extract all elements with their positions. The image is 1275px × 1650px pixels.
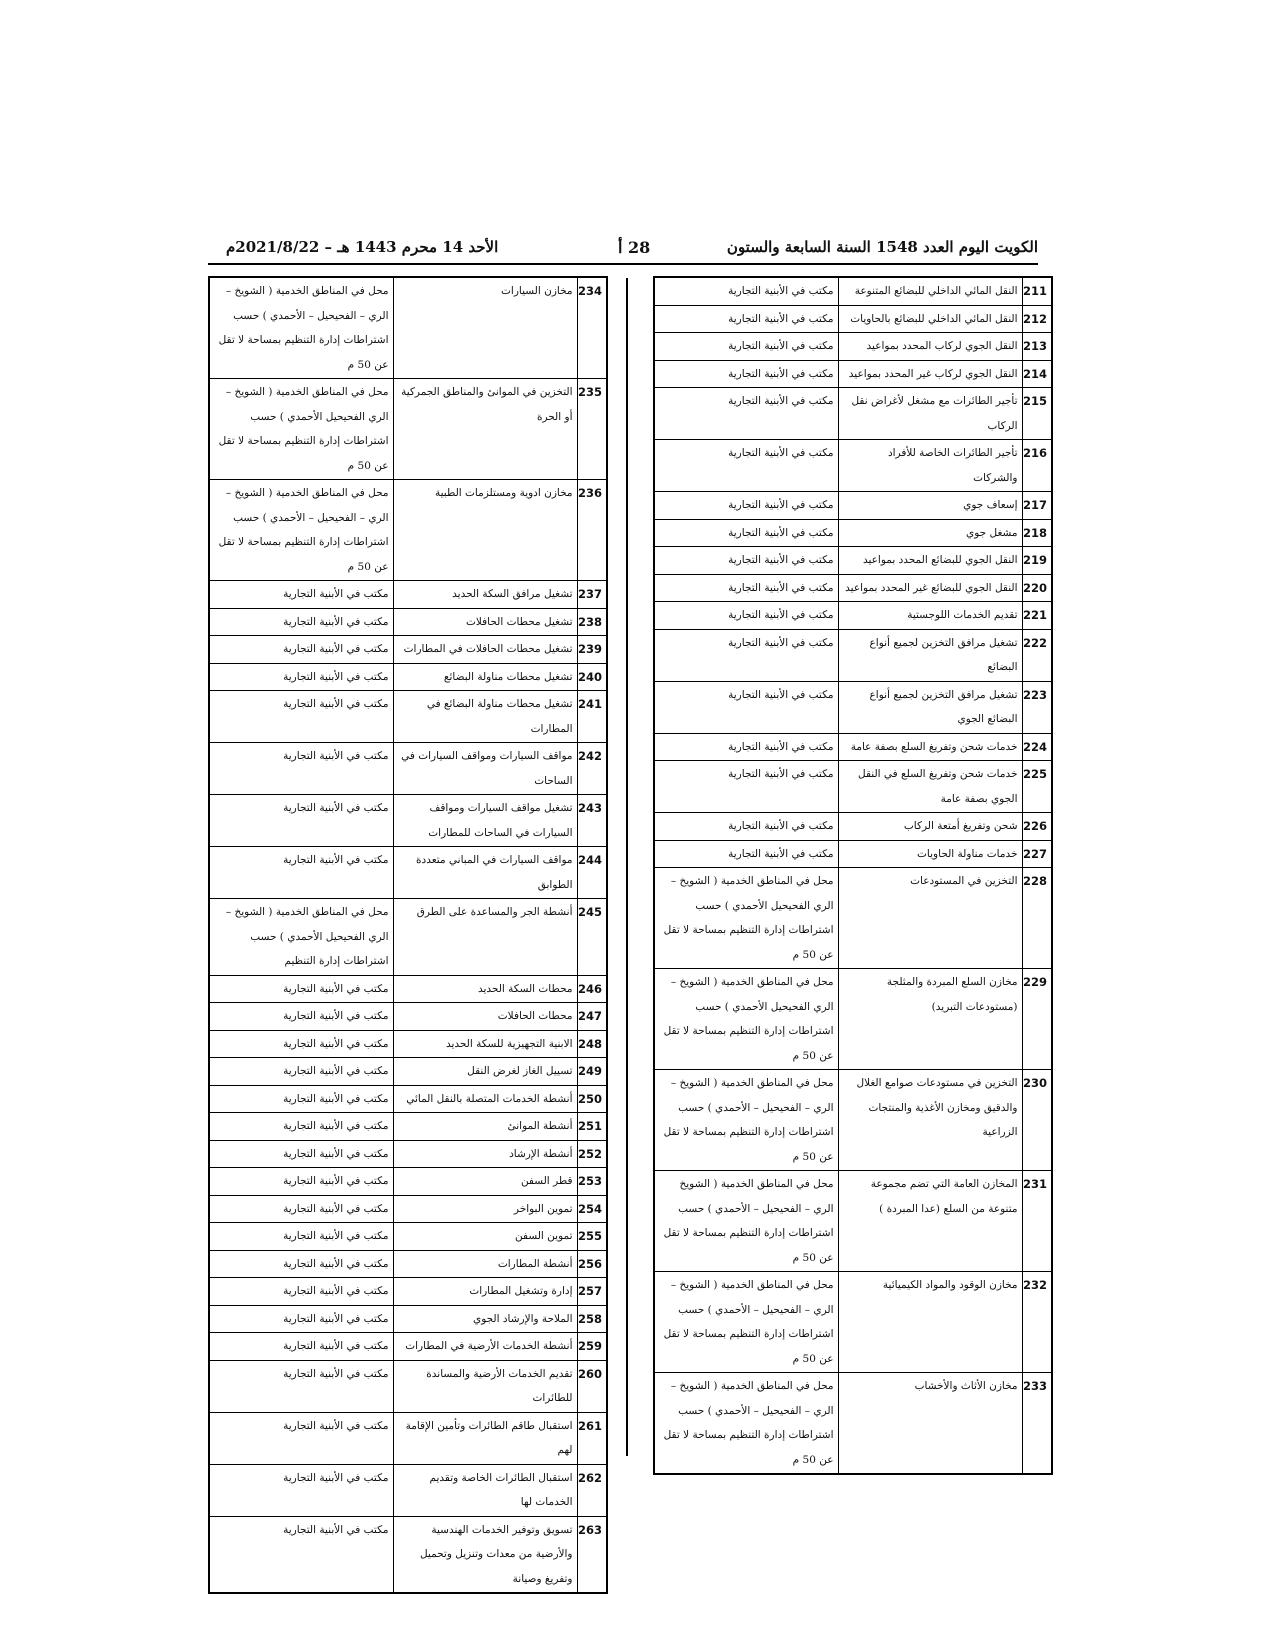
table-row: [209, 1168, 607, 1196]
table-row: [209, 636, 607, 664]
table-row: [209, 581, 607, 609]
table-row: [209, 379, 607, 480]
table-row: [654, 388, 1052, 440]
activity-location: مكتب في الأبنية التجارية: [654, 602, 838, 630]
activity-location: مكتب في الأبنية التجارية: [209, 608, 393, 636]
activity-name: أنشطة الموانئ: [393, 1113, 577, 1141]
activity-number: 255: [577, 1223, 607, 1251]
activity-number: 220: [1022, 574, 1052, 602]
activity-location: مكتب في الأبنية التجارية: [209, 636, 393, 664]
activity-name: الابنية التجهيزية للسكة الحديد: [393, 1030, 577, 1058]
activity-number: 222: [1022, 629, 1052, 681]
activity-number: 218: [1022, 519, 1052, 547]
activity-number: 262: [577, 1464, 607, 1516]
activity-location: مكتب في الأبنية التجارية: [209, 1085, 393, 1113]
table-row: [654, 547, 1052, 575]
activity-location: مكتب في الأبنية التجارية: [209, 1360, 393, 1412]
activity-name: تشغيل مرافق التخزين لجميع أنواع البضائع: [838, 629, 1022, 681]
table-row: [654, 519, 1052, 547]
activity-location: مكتب في الأبنية التجارية: [209, 691, 393, 743]
activity-name: خدمات شحن وتفريغ السلع بصفة عامة: [838, 733, 1022, 761]
activity-name: خدمات مناولة الحاويات: [838, 840, 1022, 868]
activity-name: مواقف السيارات ومواقف السيارات في الساحات: [393, 743, 577, 795]
table-row: [654, 305, 1052, 333]
activity-name: شحن وتفريغ أمتعة الركاب: [838, 813, 1022, 841]
column-divider: [626, 278, 628, 1456]
activity-location: محل في المناطق الخدمية ( الشويخ – الري الفحيحيل الأحمدي ) حسب اشتراطات إدارة التنظيم بمساحة لا تقل عن 50 م: [654, 868, 838, 969]
activity-number: 247: [577, 1003, 607, 1031]
activity-number: 251: [577, 1113, 607, 1141]
activity-location: مكتب في الأبنية التجارية: [209, 1250, 393, 1278]
activity-location: مكتب في الأبنية التجارية: [654, 333, 838, 361]
table-row: [209, 1030, 607, 1058]
activity-location: مكتب في الأبنية التجارية: [654, 519, 838, 547]
table-row: [654, 733, 1052, 761]
activity-number: 243: [577, 795, 607, 847]
activity-location: مكتب في الأبنية التجارية: [209, 743, 393, 795]
activity-location: محل في المناطق الخدمية ( الشويخ – الري الفحيحيل الأحمدي ) حسب اشتراطات إدارة التنظيم بمساحة لا تقل عن 50 م: [209, 379, 393, 480]
activity-name: الملاحة والإرشاد الجوي: [393, 1305, 577, 1333]
table-row: [209, 743, 607, 795]
activity-number: 234: [577, 277, 607, 379]
activity-location: مكتب في الأبنية التجارية: [654, 681, 838, 733]
activity-name: مشغل جوي: [838, 519, 1022, 547]
activity-number: 231: [1022, 1171, 1052, 1272]
activity-location: مكتب في الأبنية التجارية: [209, 1003, 393, 1031]
table-row: [654, 602, 1052, 630]
activity-name: تشغيل محطات مناولة البضائع: [393, 663, 577, 691]
activity-location: مكتب في الأبنية التجارية: [654, 574, 838, 602]
table-row: [209, 1250, 607, 1278]
activity-location: مكتب في الأبنية التجارية: [209, 1305, 393, 1333]
activity-location: مكتب في الأبنية التجارية: [654, 547, 838, 575]
activity-location: مكتب في الأبنية التجارية: [209, 1113, 393, 1141]
activity-name: النقل المائي الداخلي للبضائع المتنوعة: [838, 277, 1022, 305]
activity-name: مخازن ادوية ومستلزمات الطبية: [393, 480, 577, 581]
table-row: [209, 1003, 607, 1031]
activity-number: 228: [1022, 868, 1052, 969]
page-header: [208, 238, 1038, 264]
activity-name: تقديم الخدمات الأرضية والمساندة للطائرات: [393, 1360, 577, 1412]
activity-name: مخازن الأثاث والأخشاب: [838, 1373, 1022, 1475]
activity-location: محل في المناطق الخدمية ( الشويخ – الري الفحيحيل الأحمدي ) حسب اشتراطات إدارة التنظيم بمساحة لا تقل عن 50 م: [654, 969, 838, 1070]
activity-name: تشغيل مواقف السيارات ومواقف السيارات في الساحات للمطارات: [393, 795, 577, 847]
activity-number: 250: [577, 1085, 607, 1113]
table-row: [209, 1360, 607, 1412]
activity-name: أنشطة المطارات: [393, 1250, 577, 1278]
activity-number: 258: [577, 1305, 607, 1333]
activity-name: أنشطة الإرشاد: [393, 1140, 577, 1168]
activity-name: النقل الجوي لركاب غير المحدد بمواعيد: [838, 360, 1022, 388]
activity-number: 213: [1022, 333, 1052, 361]
activity-name: محطات الحافلات: [393, 1003, 577, 1031]
table-row: [654, 1171, 1052, 1272]
table-row: [209, 1085, 607, 1113]
activity-name: أنشطة الخدمات الأرضية في المطارات: [393, 1333, 577, 1361]
activity-name: النقل الجوي للبضائع غير المحدد بمواعيد: [838, 574, 1022, 602]
activity-location: مكتب في الأبنية التجارية: [654, 492, 838, 520]
table-row: [654, 868, 1052, 969]
table-row: [209, 1412, 607, 1464]
table-row: [209, 1305, 607, 1333]
table-row: [654, 1272, 1052, 1373]
activity-location: مكتب في الأبنية التجارية: [209, 795, 393, 847]
activity-number: 259: [577, 1333, 607, 1361]
activity-name: استقبال طاقم الطائرات وتأمين الإقامة لهم: [393, 1412, 577, 1464]
activity-location: مكتب في الأبنية التجارية: [209, 1223, 393, 1251]
activity-location: مكتب في الأبنية التجارية: [209, 1058, 393, 1086]
activity-location: مكتب في الأبنية التجارية: [654, 440, 838, 492]
activity-number: 241: [577, 691, 607, 743]
table-row: [654, 813, 1052, 841]
activity-location: مكتب في الأبنية التجارية: [654, 840, 838, 868]
activity-number: 254: [577, 1195, 607, 1223]
activity-name: تموين البواخر: [393, 1195, 577, 1223]
activity-name: قطر السفن: [393, 1168, 577, 1196]
activity-number: 233: [1022, 1373, 1052, 1475]
page-number: 28 أ: [618, 238, 651, 257]
table-row: [209, 1113, 607, 1141]
activity-location: مكتب في الأبنية التجارية: [209, 1140, 393, 1168]
activity-number: 212: [1022, 305, 1052, 333]
table-row: [209, 1516, 607, 1593]
table-row: [209, 899, 607, 976]
activity-name: مخازن السلع المبردة والمثلجة (مستودعات التبريد): [838, 969, 1022, 1070]
activity-location: مكتب في الأبنية التجارية: [209, 581, 393, 609]
activity-name: مخازن السيارات: [393, 277, 577, 379]
table-row: [209, 795, 607, 847]
activity-number: 245: [577, 899, 607, 976]
activity-name: التخزين في الموانئ والمناطق الجمركية أو الحرة: [393, 379, 577, 480]
activity-number: 261: [577, 1412, 607, 1464]
table-row: [209, 691, 607, 743]
activity-location: مكتب في الأبنية التجارية: [654, 305, 838, 333]
activity-location: مكتب في الأبنية التجارية: [654, 388, 838, 440]
activity-number: 257: [577, 1278, 607, 1306]
activity-number: 235: [577, 379, 607, 480]
table-row: [209, 663, 607, 691]
activity-name: مخازن الوقود والمواد الكيميائية: [838, 1272, 1022, 1373]
activity-name: تأجير الطائرات الخاصة للأفراد والشركات: [838, 440, 1022, 492]
table-row: [654, 969, 1052, 1070]
activity-number: 227: [1022, 840, 1052, 868]
table-row: [209, 1333, 607, 1361]
table-row: [654, 333, 1052, 361]
activity-number: 240: [577, 663, 607, 691]
table-row: [654, 629, 1052, 681]
activity-name: استقبال الطائرات الخاصة وتقديم الخدمات لها: [393, 1464, 577, 1516]
table-row: [209, 1223, 607, 1251]
activity-number: 238: [577, 608, 607, 636]
activity-location: مكتب في الأبنية التجارية: [209, 663, 393, 691]
table-row: [654, 1070, 1052, 1171]
activity-name: أنشطة الخدمات المتصلة بالنقل المائي: [393, 1085, 577, 1113]
table-row: [209, 480, 607, 581]
table-row: [654, 277, 1052, 305]
activity-number: 236: [577, 480, 607, 581]
table-row: [209, 1278, 607, 1306]
activity-number: 248: [577, 1030, 607, 1058]
table-row: [209, 608, 607, 636]
activity-location: مكتب في الأبنية التجارية: [654, 813, 838, 841]
publication-title: الكويت اليوم العدد 1548 السنة السابعة والستون: [726, 238, 1038, 256]
activity-number: 263: [577, 1516, 607, 1593]
activity-location: محل في المناطق الخدمية ( الشويخ – الري – الفحيحيل – الأحمدي ) حسب اشتراطات إدارة التنظيم بمساحة لا تقل عن 50 م: [654, 1373, 838, 1475]
activity-location: محل في المناطق الخدمية ( الشويخ – الري – الفحيحيل – الأحمدي ) حسب اشتراطات إدارة التنظيم بمساحة لا تقل عن 50 م: [654, 1272, 838, 1373]
activities-table-right: [653, 276, 1053, 1475]
activity-number: 225: [1022, 761, 1052, 813]
activity-location: مكتب في الأبنية التجارية: [209, 1516, 393, 1593]
table-row: [654, 574, 1052, 602]
header-rule: [208, 263, 1038, 265]
activity-location: مكتب في الأبنية التجارية: [209, 1333, 393, 1361]
activity-name: تشغيل محطات الحافلات في المطارات: [393, 636, 577, 664]
activity-number: 217: [1022, 492, 1052, 520]
activity-number: 229: [1022, 969, 1052, 1070]
activity-number: 221: [1022, 602, 1052, 630]
activity-location: محل في المناطق الخدمية ( الشويخ الري – الفحيحيل – الأحمدي ) حسب اشتراطات إدارة التنظيم بمساحة لا تقل عن 50 م: [654, 1171, 838, 1272]
activity-location: مكتب في الأبنية التجارية: [654, 761, 838, 813]
table-row: [654, 761, 1052, 813]
activity-location: مكتب في الأبنية التجارية: [209, 847, 393, 899]
activity-location: مكتب في الأبنية التجارية: [209, 1195, 393, 1223]
activity-number: 224: [1022, 733, 1052, 761]
activity-number: 242: [577, 743, 607, 795]
activity-number: 230: [1022, 1070, 1052, 1171]
activity-name: تشغيل محطات الحافلات: [393, 608, 577, 636]
activity-name: المخازن العامة التي تضم مجموعة متنوعة من السلع (عدا المبردة ): [838, 1171, 1022, 1272]
activity-number: 246: [577, 975, 607, 1003]
table-row: [654, 681, 1052, 733]
activity-location: مكتب في الأبنية التجارية: [654, 733, 838, 761]
table-row: [654, 840, 1052, 868]
table-row: [209, 847, 607, 899]
activity-name: النقل المائي الداخلي للبضائع بالحاويات: [838, 305, 1022, 333]
activity-name: التخزين في المستودعات: [838, 868, 1022, 969]
activity-name: النقل الجوي لركاب المحدد بمواعيد: [838, 333, 1022, 361]
table-row: [209, 1058, 607, 1086]
activity-location: مكتب في الأبنية التجارية: [209, 975, 393, 1003]
activity-number: 252: [577, 1140, 607, 1168]
activity-name: مواقف السيارات في المباني متعددة الطوابق: [393, 847, 577, 899]
activity-number: 249: [577, 1058, 607, 1086]
activity-name: التخزين في مستودعات صوامع الغلال والدقيق ومخازن الأغذية والمنتجات الزراعية: [838, 1070, 1022, 1171]
activity-number: 226: [1022, 813, 1052, 841]
activity-name: محطات السكة الحديد: [393, 975, 577, 1003]
table-row: [209, 277, 607, 379]
activity-name: تشغيل محطات مناولة البضائع في المطارات: [393, 691, 577, 743]
table-row: [654, 1373, 1052, 1475]
activity-name: إسعاف جوي: [838, 492, 1022, 520]
table-row: [209, 1195, 607, 1223]
table-row: [209, 1464, 607, 1516]
activity-number: 215: [1022, 388, 1052, 440]
activity-name: تشغيل مرافق التخزين لجميع أنواع البضائع الجوي: [838, 681, 1022, 733]
activity-number: 256: [577, 1250, 607, 1278]
activity-location: مكتب في الأبنية التجارية: [209, 1168, 393, 1196]
activity-name: إدارة وتشغيل المطارات: [393, 1278, 577, 1306]
table-row: [654, 360, 1052, 388]
table-row: [209, 1140, 607, 1168]
activity-location: مكتب في الأبنية التجارية: [209, 1030, 393, 1058]
activity-location: مكتب في الأبنية التجارية: [654, 277, 838, 305]
activity-location: مكتب في الأبنية التجارية: [209, 1412, 393, 1464]
activity-location: محل في المناطق الخدمية ( الشويخ – الري – الفحيحيل – الأحمدي ) حسب اشتراطات إدارة التنظيم بمساحة لا تقل عن 50 م: [209, 480, 393, 581]
activity-number: 219: [1022, 547, 1052, 575]
activity-name: تسييل الغاز لغرض النقل: [393, 1058, 577, 1086]
activity-location: مكتب في الأبنية التجارية: [654, 360, 838, 388]
activity-number: 214: [1022, 360, 1052, 388]
activity-location: محل في المناطق الخدمية ( الشويخ – الري – الفحيحيل – الأحمدي ) حسب اشتراطات إدارة التنظيم بمساحة لا تقل عن 50 م: [654, 1070, 838, 1171]
activity-number: 253: [577, 1168, 607, 1196]
table-row: [654, 440, 1052, 492]
activity-number: 223: [1022, 681, 1052, 733]
activity-name: تشغيل مرافق السكة الحديد: [393, 581, 577, 609]
activity-number: 211: [1022, 277, 1052, 305]
activity-name: أنشطة الجر والمساعدة على الطرق: [393, 899, 577, 976]
issue-date: الأحد 14 محرم 1443 هـ – 2021/8/22م: [226, 238, 499, 256]
activity-location: مكتب في الأبنية التجارية: [209, 1464, 393, 1516]
activity-number: 216: [1022, 440, 1052, 492]
activity-number: 260: [577, 1360, 607, 1412]
activity-location: محل في المناطق الخدمية ( الشويخ – الري الفحيحيل الأحمدي ) حسب اشتراطات إدارة التنظيم: [209, 899, 393, 976]
activity-number: 239: [577, 636, 607, 664]
activity-location: مكتب في الأبنية التجارية: [209, 1278, 393, 1306]
table-row: [209, 975, 607, 1003]
activity-name: تموين السفن: [393, 1223, 577, 1251]
activity-name: تسويق وتوفير الخدمات الهندسية والأرضية من معدات وتنزيل وتحميل وتفريغ وصيانة: [393, 1516, 577, 1593]
activity-number: 244: [577, 847, 607, 899]
activity-location: مكتب في الأبنية التجارية: [654, 629, 838, 681]
activity-name: خدمات شحن وتفريغ السلع في النقل الجوي بصفة عامة: [838, 761, 1022, 813]
activities-table-left: [208, 276, 608, 1594]
activity-number: 237: [577, 581, 607, 609]
activity-location: محل في المناطق الخدمية ( الشويخ – الري – الفحيحيل – الأحمدي ) حسب اشتراطات إدارة التنظيم بمساحة لا تقل عن 50 م: [209, 277, 393, 379]
activity-name: تقديم الخدمات اللوجستية: [838, 602, 1022, 630]
table-row: [654, 492, 1052, 520]
activity-number: 232: [1022, 1272, 1052, 1373]
activity-name: النقل الجوي للبضائع المحدد بمواعيد: [838, 547, 1022, 575]
activity-name: تأجير الطائرات مع مشغل لأغراض نقل الركاب: [838, 388, 1022, 440]
